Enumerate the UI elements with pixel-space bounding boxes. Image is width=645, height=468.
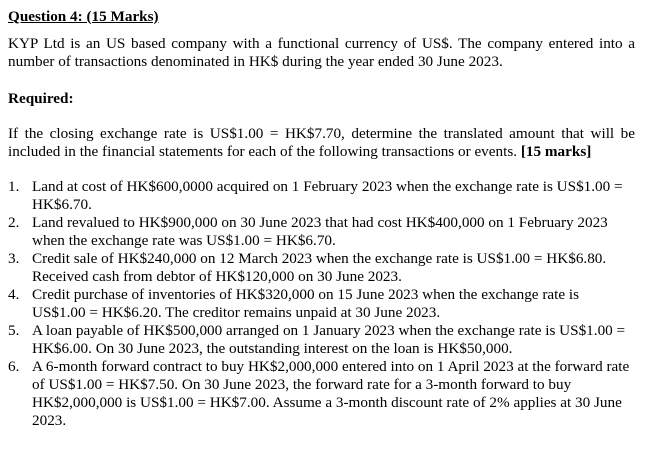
item-text: A loan payable of HK$500,000 arranged on 1 January 2023 when the exchange rate is US$1.00 = HK$6.00. On 30 June 2023, the outstanding interest on the loan is HK$50,000. <box>32 322 626 357</box>
item-text: Credit sale of HK$240,000 on 12 March 2023 when the exchange rate is US$1.00 = HK$6.80. Received cash from debtor of HK$120,000 on 30 June 2023. <box>32 250 607 285</box>
list-item <box>8 358 635 430</box>
item-text: Credit purchase of inventories of HK$320,000 on 15 June 2023 when the exchange rate is US$1.00 = HK$6.20. The creditor remains unpaid at 30 June 2023. <box>32 286 580 321</box>
required-heading: Required: <box>8 90 74 107</box>
question-intro: KYP Ltd is an US based company with a functional currency of US$. The company entered into a number of transactions denominated in HK$ during the year ended 30 June 2023. <box>8 35 635 70</box>
item-number: 3. <box>8 250 20 267</box>
list-item <box>8 286 635 322</box>
item-number: 4. <box>8 286 20 303</box>
item-text: Land revalued to HK$900,000 on 30 June 2023 that had cost HK$400,000 on 1 February 2023 when the exchange rate was US$1.00 = HK$6.70. <box>32 214 608 249</box>
item-text: Land at cost of HK$600,0000 acquired on 1 February 2023 when the exchange rate is US$1.00 = HK$6.70. <box>32 178 623 213</box>
item-number: 1. <box>8 178 20 195</box>
list-item <box>8 178 635 214</box>
item-number: 2. <box>8 214 20 231</box>
instruction-text: If the closing exchange rate is US$1.00 = HK$7.70, determine the translated amount that will be included in the financial statements for each of the following transactions or events. <box>8 125 635 160</box>
item-text: A 6-month forward contract to buy HK$2,000,000 entered into on 1 April 2023 at the forward rate of US$1.00 = HK$7.50. On 30 June 2023, the forward rate for a 3-month forward to buy HK$2,000,000 is US$1.00 = HK$7.00. Assume a 3-month discount rate of 2% applies at 30 June 2023. <box>32 358 630 429</box>
question-instruction <box>8 125 635 161</box>
instruction-marks: [15 marks] <box>520 143 592 160</box>
list-item <box>8 214 635 250</box>
question-title: Question 4: (15 Marks) <box>8 8 159 25</box>
item-number: 6. <box>8 358 20 375</box>
transaction-list <box>8 178 635 430</box>
list-item <box>8 322 635 358</box>
item-number: 5. <box>8 322 20 339</box>
list-item <box>8 250 635 286</box>
